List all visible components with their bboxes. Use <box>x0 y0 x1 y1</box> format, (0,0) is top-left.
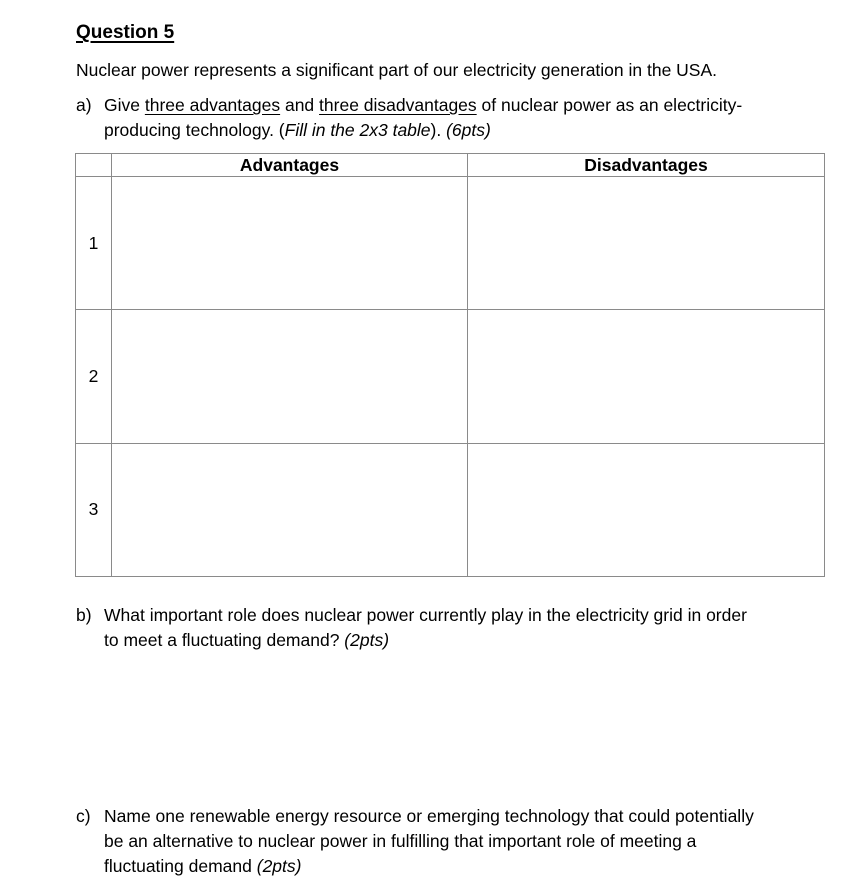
part-c-text: fluctuating demand <box>104 856 257 876</box>
row-number: 3 <box>76 443 112 576</box>
part-a-text: ). <box>430 120 447 140</box>
disadvantage-cell-2[interactable] <box>468 310 825 443</box>
row-number: 1 <box>76 177 112 310</box>
question-intro: Nuclear power represents a significant part of our electricity generation in the USA. <box>76 60 718 80</box>
table-row <box>76 443 825 576</box>
table-row <box>76 310 825 443</box>
three-disadvantages-underlined: three disadvantages <box>319 95 477 115</box>
three-advantages-underlined: three advantages <box>144 95 281 115</box>
disadvantage-cell-1[interactable] <box>468 177 825 310</box>
part-a-text: of nuclear power as an electricity- <box>476 95 743 115</box>
part-c-line-1: Name one renewable energy resource or emerging technology that could potentially <box>104 806 754 826</box>
part-a-points: (6pts) <box>446 120 491 140</box>
part-a-line-1 <box>104 95 742 116</box>
part-b-line-1: What important role does nuclear power currently play in the electricity grid in order <box>104 605 747 625</box>
part-b-line-2 <box>104 630 389 651</box>
table-row <box>76 177 825 310</box>
part-a-text: Give <box>104 95 145 115</box>
advantage-cell-1[interactable] <box>112 177 468 310</box>
part-a-text: producing technology. ( <box>104 120 285 140</box>
table-header-disadvantages: Disadvantages <box>468 154 825 177</box>
advantages-disadvantages-table <box>75 153 825 577</box>
row-number: 2 <box>76 310 112 443</box>
question-title: Question 5 <box>76 22 175 43</box>
part-b-points: (2pts) <box>344 630 390 650</box>
part-b-label: b) <box>76 605 92 625</box>
part-a-label: a) <box>76 95 92 115</box>
disadvantage-cell-3[interactable] <box>468 443 825 576</box>
table-header-row <box>76 154 825 177</box>
part-c-line-3 <box>104 856 301 877</box>
part-c-points: (2pts) <box>256 856 302 876</box>
part-a-text: and <box>280 95 320 115</box>
part-c-label: c) <box>76 806 91 826</box>
advantage-cell-3[interactable] <box>112 443 468 576</box>
advantage-cell-2[interactable] <box>112 310 468 443</box>
table-header-advantages: Advantages <box>112 154 468 177</box>
part-a-line-2 <box>104 120 491 141</box>
table-instruction: Fill in the 2x3 table <box>284 120 431 140</box>
table-header-number <box>76 154 112 177</box>
part-c-line-2: be an alternative to nuclear power in fulfilling that important role of meeting a <box>104 831 697 851</box>
part-b-text: to meet a fluctuating demand? <box>104 630 345 650</box>
